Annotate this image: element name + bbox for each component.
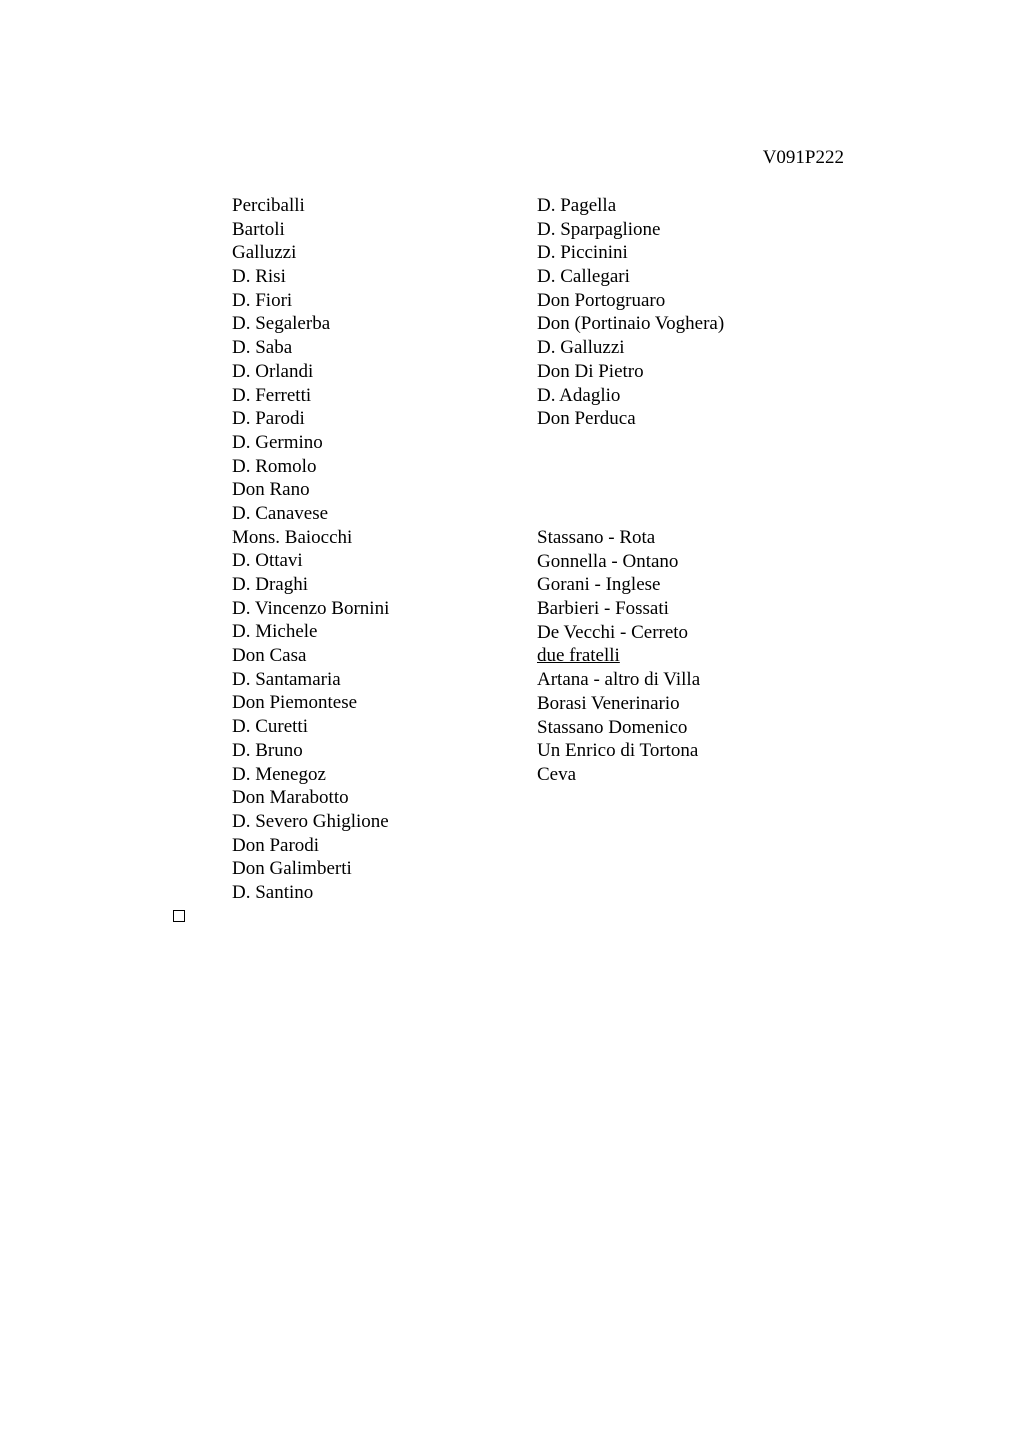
list-item: Gorani - Inglese	[537, 574, 661, 596]
list-item: Don Parodi	[232, 834, 320, 856]
list-item: Galluzzi	[232, 242, 297, 264]
list-item: D. Parodi	[232, 408, 305, 430]
list-item: D. Santino	[232, 881, 314, 903]
list-item: D. Bruno	[232, 739, 303, 761]
list-item: Borasi Venerinario	[537, 692, 680, 714]
list-item: D. Pagella	[537, 195, 617, 216]
list-item: D. Romolo	[232, 455, 317, 477]
list-item: Ceva	[537, 763, 577, 785]
list-item: D. Piccinini	[537, 242, 628, 264]
list-item: Don Casa	[232, 645, 307, 667]
list-item: D. Vincenzo Bornini	[232, 597, 390, 619]
left-name-list	[232, 194, 389, 905]
list-item: Don (Portinaio Voghera)	[537, 313, 725, 335]
list-item: D. Michele	[232, 621, 318, 643]
page-reference: V091P222	[762, 147, 844, 168]
list-item: Mons. Baiocchi	[232, 526, 353, 548]
right-top-name-list	[537, 194, 724, 431]
right-bottom-name-list	[537, 526, 700, 787]
list-item: D. Ferretti	[232, 384, 312, 406]
list-item: Don Marabotto	[232, 787, 349, 809]
list-item: D. Callegari	[537, 266, 630, 288]
list-item: D. Sparpaglione	[537, 218, 661, 240]
list-item: D. Segalerba	[232, 313, 331, 335]
list-item: Don Perduca	[537, 408, 636, 430]
list-item: Don Rano	[232, 479, 310, 501]
list-item: D. Fiori	[232, 289, 293, 311]
list-item: Gonnella - Ontano	[537, 550, 679, 572]
list-item: D. Menegoz	[232, 763, 326, 785]
list-item: Don Portogruaro	[537, 289, 666, 311]
list-item: Stassano Domenico	[537, 716, 688, 738]
list-item: Don Di Pietro	[537, 360, 644, 382]
list-item: D. Draghi	[232, 574, 308, 595]
list-item: D. Germino	[232, 431, 323, 453]
list-item: Don Galimberti	[232, 858, 352, 880]
list-item: D. Saba	[232, 337, 293, 359]
list-item: Perciballi	[232, 195, 305, 216]
list-item: D. Ottavi	[232, 550, 303, 572]
list-item: D. Orlandi	[232, 360, 314, 382]
list-item: Bartoli	[232, 218, 285, 240]
list-item: D. Severo Ghiglione	[232, 810, 389, 832]
list-item: Barbieri - Fossati	[537, 598, 669, 620]
list-item: D. Risi	[232, 266, 286, 288]
square-outline-icon	[173, 910, 185, 922]
list-item: D. Canavese	[232, 502, 329, 524]
list-item: D. Galluzzi	[537, 337, 625, 359]
list-item: D. Adaglio	[537, 384, 621, 406]
list-item: Un Enrico di Tortona	[537, 740, 699, 762]
list-item: Artana - altro di Villa	[537, 669, 701, 691]
list-item: Don Piemontese	[232, 692, 358, 714]
list-item: D. Santamaria	[232, 668, 341, 690]
list-item: D. Curetti	[232, 716, 308, 738]
list-item: Stassano - Rota	[537, 527, 656, 548]
list-item: De Vecchi - Cerreto	[537, 621, 689, 643]
list-item-underlined: due fratelli	[537, 645, 620, 667]
